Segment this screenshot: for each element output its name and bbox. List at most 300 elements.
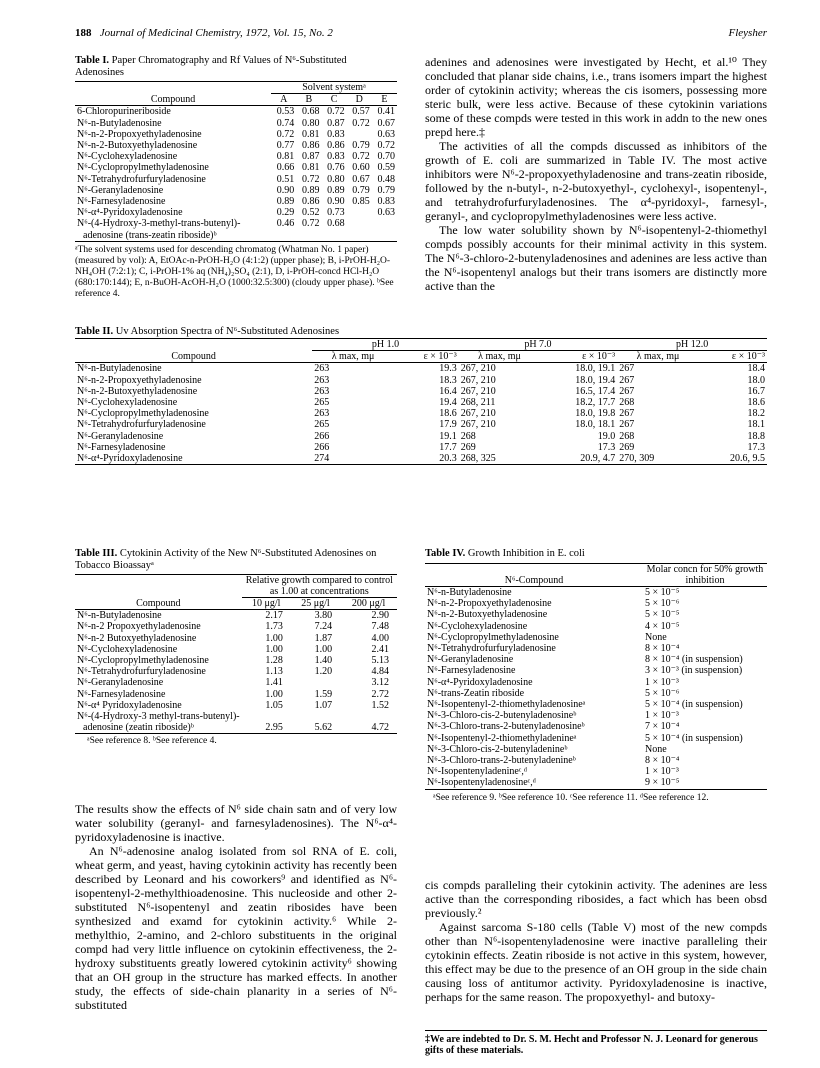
rf-value: 0.63 — [377, 128, 395, 140]
rf-value: 0.79 — [352, 184, 370, 196]
compound-name: 6-Chloropurineriboside — [77, 106, 171, 118]
compound-name: adenosine (trans-zeatin riboside)ᵇ — [83, 229, 217, 241]
compound-name: N⁶-Geranyladenosine — [77, 677, 164, 689]
rf-value: 0.60 — [352, 162, 370, 174]
rf-value: 0.79 — [352, 140, 370, 152]
compound-name: N⁶-Cyclopropylmethyladenosine — [427, 631, 559, 643]
compound-name: N⁶-n-2-Butoxyethyladenosine — [77, 385, 198, 397]
rf-value: 0.72 — [276, 128, 295, 140]
spectrum-value: 17.9 — [439, 419, 457, 431]
growth-value: 1.52 — [371, 699, 389, 711]
rf-value: 0.81 — [276, 151, 295, 163]
rf-value — [347, 230, 372, 242]
rf-value: 0.68 — [301, 106, 320, 118]
rf-value: 0.89 — [301, 184, 320, 196]
rf-value: 0.80 — [301, 117, 320, 129]
spectrum-value: 18.0 — [747, 374, 765, 386]
table-3-footnote: ᵃSee reference 8. ᵇSee reference 4. — [87, 736, 217, 747]
spectrum-value: 267 — [619, 385, 635, 397]
inhibition-value: 8 × 10⁻⁴ — [645, 643, 680, 655]
compound-name: N⁶-α⁴-Pyridoxyladenosine — [77, 453, 183, 465]
table-row — [75, 419, 767, 430]
table-4-label: Table IV. — [425, 548, 466, 559]
rf-value: 0.81 — [301, 128, 320, 140]
table-4-footnote: ᵃSee reference 9. ᵇSee reference 10. ᶜSee reference 11. ᵈSee reference 12. — [433, 792, 709, 803]
spectrum-value: 267 — [619, 374, 635, 386]
compound-name: N⁶-(4-Hydroxy-3-methyl-trans-butenyl)- — [77, 218, 241, 230]
table-2-label: Table II. — [75, 326, 114, 337]
rf-value — [347, 207, 372, 218]
spectrum-value: 267, 210 — [460, 363, 496, 375]
table-row — [75, 218, 397, 229]
growth-value: 5.62 — [314, 722, 333, 734]
spectrum-value: 18.2 — [747, 408, 765, 420]
inhibition-value: 5 × 10⁻⁶ — [645, 687, 680, 699]
compound-name: N⁶-3-Chloro-cis-2-butenyladenosineᵇ — [427, 710, 577, 722]
rf-value: 0.72 — [301, 218, 320, 230]
growth-value: 1.41 — [265, 677, 283, 689]
compound-name: N⁶-n-Butyladenosine — [77, 117, 162, 129]
table-row — [75, 162, 397, 173]
growth-value — [340, 711, 397, 722]
table-row — [75, 408, 767, 419]
spectrum-value: 265 — [314, 419, 330, 431]
spectrum-value: 274 — [314, 453, 330, 465]
compound-name: N⁶-Farnesyladenosine — [427, 665, 516, 677]
rf-value: 0.90 — [327, 196, 345, 208]
table-row — [75, 644, 397, 655]
spectrum-value: 17.3 — [747, 441, 765, 453]
spectrum-value: 270, 309 — [619, 453, 655, 465]
compound-name: N⁶-Geranyladenosine — [427, 654, 514, 666]
table-row — [75, 363, 767, 375]
inhibition-value: 8 × 10⁻⁴ (in suspension) — [645, 654, 743, 666]
table-row — [425, 710, 767, 721]
table-row — [425, 777, 767, 789]
spectrum-value: 18.0, 18.1 — [575, 419, 616, 431]
compound-name: N⁶-Tetrahydrofurfuryladenosine — [77, 666, 206, 678]
column-header: λ max, mμ — [478, 351, 521, 363]
rf-value: 0.86 — [301, 196, 320, 208]
table-row — [425, 699, 767, 710]
compound-name: N⁶-Isopentenyladenineᶜ,ᵈ — [427, 766, 527, 778]
table-row — [75, 722, 397, 734]
compound-name: N⁶-Cyclohexyladenosine — [77, 643, 178, 655]
spectrum-value: 18.1 — [747, 419, 765, 431]
table-row — [75, 207, 397, 218]
compound-name: N⁶-Isopentenyl-2-thiomethyladenosineᵃ — [427, 699, 586, 711]
spectrum-value: 268, 211 — [460, 397, 496, 409]
table-row — [425, 721, 767, 732]
compound-name: N⁶-Farnesyladenosine — [77, 441, 166, 453]
compound-name: N⁶-(4-Hydroxy-3 methyl-trans-butenyl)- — [77, 711, 240, 723]
paragraph: The results show the effects of N⁶ side chain satn and of very low water solubility (geranyl- and farnesyladenosines). The N⁶-α⁴-pyridoxyladenosine is inactive. — [75, 802, 397, 844]
table-row — [75, 151, 397, 162]
right-column-text-1 — [425, 55, 767, 293]
spectrum-value: 267, 210 — [460, 385, 496, 397]
column-header: ε × 10⁻³ — [582, 351, 616, 363]
compound-name: N⁶-n-Butyladenosine — [427, 587, 512, 598]
table-row — [425, 733, 767, 744]
table-3 — [75, 548, 397, 747]
table-2-group-ph1: pH 1.0 — [312, 339, 458, 351]
rf-value: 0.63 — [377, 207, 395, 219]
column-header: B — [305, 94, 313, 106]
growth-value — [291, 677, 340, 688]
table-row — [75, 140, 397, 151]
table-4-caption: Growth Inhibition in E. coli — [467, 548, 585, 559]
compound-name: N⁶-Farnesyladenosine — [77, 688, 166, 700]
spectrum-value: 267 — [619, 419, 635, 431]
compound-name: N⁶-trans-Zeatin riboside — [427, 687, 525, 699]
rf-value: 0.51 — [276, 173, 295, 185]
rf-value: 0.89 — [276, 196, 295, 208]
rf-value: 0.76 — [327, 162, 345, 174]
rf-value: 0.81 — [301, 162, 320, 174]
growth-value: 1.13 — [265, 666, 283, 678]
table-row — [425, 654, 767, 665]
compound-name: N⁶-n-Butyladenosine — [77, 363, 162, 375]
table-row — [425, 744, 767, 755]
compound-name: N⁶-Cyclohexyladenosine — [427, 620, 528, 632]
growth-value: 2.17 — [265, 610, 283, 622]
spectrum-value: 16.7 — [747, 385, 765, 397]
spectrum-value: 17.7 — [439, 441, 457, 453]
spectrum-value: 263 — [314, 385, 330, 397]
spectrum-value: 19.0 — [597, 430, 616, 442]
rf-value — [372, 218, 397, 229]
inhibition-value: 1 × 10⁻³ — [645, 710, 679, 722]
growth-value: 1.05 — [265, 699, 283, 711]
growth-value: 3.12 — [371, 677, 389, 689]
growth-value: 2.90 — [371, 610, 389, 622]
spectrum-value: 18.0, 19.8 — [575, 408, 616, 420]
paragraph: An N⁶-adenosine analog isolated from sol RNA of E. coli, wheat germ, and yeast, having cytokinin activity has recently been described by Leonard and his coworkers⁹ and identified as N⁶-isopentenyl-2-methylthioadenosine. This nucleoside and other 2-substituted N⁶-isopentenyl and zeatin ribosides have been synthesized and examd for cytokinin activity.⁶ While 2-methylthio, 2-amino, and 2-chloro substituents in the original compd had very little influence on cytokinin effectiveness, the 2-hydroxy substituents greatly lowered cytokinin activity⁶ showing that an OH group in the structure has marked effects. In another study, the effects of side-chain planarity in a series of N⁶-substituted — [75, 844, 397, 1012]
table-row — [75, 700, 397, 711]
spectrum-value: 267 — [619, 363, 635, 375]
table-row — [75, 397, 767, 408]
inhibition-value: 5 × 10⁻⁵ — [645, 587, 680, 598]
spectrum-value: 16.4 — [439, 385, 457, 397]
table-4-col-compound: N⁶-Compound — [504, 574, 564, 586]
rf-value: 0.57 — [352, 106, 370, 118]
paragraph: cis compds paralleling their cytokinin activity. The adenines are less active than the corresponding ribosides, a fact which has been obsd previously.² — [425, 878, 767, 920]
table-1-footnote: ᵃThe solvent systems used for descending chromatog (Whatman No. 1 paper) (measured by vol): A, EtOAc-n-PrOH-H₂O (4:1:2) (upper phase); B, i-PrOH-H₂O-NH₄OH (7:2:1); C, i-PrOH-1% aq (NH₄)₂SO₄ (2:1), D, i-PrOH-concd HCl-H₂O (680:170:144); E, n-BuOH-AcOH-H₂O (1000:32.5:300) (cloudy upper phase). ᵇSee reference 4. — [75, 244, 394, 299]
compound-name: N⁶-n-2-Propoxyethyladenosine — [77, 128, 202, 140]
growth-value: 4.00 — [371, 632, 389, 644]
compound-name: N⁶-Cyclopropylmethyladenosine — [77, 655, 209, 667]
column-header: C — [330, 94, 338, 106]
rf-value: 0.79 — [377, 184, 395, 196]
rf-value: 0.72 — [352, 117, 370, 129]
column-header: Compound — [136, 597, 181, 609]
spectrum-value: 267 — [619, 408, 635, 420]
growth-value: 7.48 — [371, 621, 389, 633]
compound-name: N⁶-3-Chloro-trans-2-butenyladenosineᵇ — [427, 721, 585, 733]
compound-name: N⁶-n-2 Propoxyethyladenosine — [77, 621, 201, 633]
rf-value: 0.77 — [276, 140, 295, 152]
table-row — [75, 711, 397, 722]
rf-value: 0.87 — [301, 151, 320, 163]
growth-value: 1.28 — [265, 655, 283, 667]
rf-value: 0.72 — [301, 173, 320, 185]
spectrum-value: 19.1 — [439, 430, 457, 442]
compound-name: adenosine (zeatin riboside)ᵇ — [83, 722, 194, 734]
compound-name: N⁶-n-2-Butoxyethyladenosine — [77, 140, 198, 152]
compound-name: N⁶-Isopentenyladenosineᶜ,ᵈ — [427, 777, 536, 789]
rf-value: 0.48 — [377, 173, 395, 185]
inhibition-value: 3 × 10⁻³ (in suspension) — [645, 665, 743, 677]
table-row — [425, 677, 767, 688]
compound-name: N⁶-Tetrahydrofurfuryladenosine — [77, 173, 206, 185]
table-row — [75, 633, 397, 644]
table-1-group-header: Solvent systemᵃ — [271, 82, 397, 94]
rf-value — [271, 230, 296, 242]
page-number: 188 — [75, 27, 92, 39]
paragraph: The activities of all the compds discussed as inhibitors of the growth of E. coli are summarized in Table IV. The most active inhibitors were N⁶-2-propoxyethyladenosine and trans-zeatin riboside, followed by the n-butyl-, n-2-butoxyethyl-, cyclohexyl-, isopentenyl-, and tetrahydrofurfuryladenosines. The α⁴-pyridoxyl-, farnesyl-, geranyl-, and cyclopropylmethyladenosines were less active. — [425, 139, 767, 223]
rf-value: 0.29 — [276, 207, 295, 219]
compound-name: N⁶-Tetrahydrofurfuryladenosine — [427, 643, 556, 655]
growth-value — [291, 711, 340, 722]
spectrum-value: 265 — [314, 397, 330, 409]
table-3-caption: Cytokinin Activity of the New N⁶-Substituted Adenosines on Tobacco Bioassayᵃ — [75, 548, 377, 571]
rf-value: 0.72 — [352, 151, 370, 163]
table-row — [75, 196, 397, 207]
growth-value: 1.40 — [314, 655, 333, 667]
table-row — [75, 431, 767, 442]
rf-value: 0.85 — [352, 196, 370, 208]
rf-value: 0.86 — [327, 140, 345, 152]
growth-value: 4.84 — [371, 666, 389, 678]
compound-name: N⁶-n-2-Propoxyethyladenosine — [77, 374, 202, 386]
table-row — [425, 643, 767, 654]
spectrum-value: 20.6, 9.5 — [730, 453, 765, 465]
growth-value: 2.72 — [371, 688, 389, 700]
table-row — [425, 755, 767, 766]
inhibition-value: None — [645, 743, 667, 755]
inhibition-value: 1 × 10⁻³ — [645, 676, 679, 688]
column-header: 25 μg/l — [301, 598, 330, 609]
growth-value: 1.00 — [314, 643, 333, 655]
compound-name: N⁶-n-2-Propoxyethyladenosine — [427, 598, 552, 610]
column-header: 10 μg/l — [252, 598, 281, 609]
growth-value: 1.00 — [265, 643, 283, 655]
compound-name: N⁶-n-Butyladenosine — [77, 610, 162, 622]
compound-name: N⁶-Geranyladenosine — [77, 184, 164, 196]
growth-value: 2.41 — [371, 643, 389, 655]
inhibition-value: 8 × 10⁻⁴ — [645, 755, 680, 767]
rf-value: 0.68 — [327, 218, 345, 230]
spectrum-value: 18.0, 19.4 — [575, 374, 616, 386]
compound-name: N⁶-α⁴ Pyridoxyladenosine — [77, 699, 182, 711]
growth-value: 1.00 — [265, 688, 283, 700]
table-1 — [75, 55, 397, 300]
table-2-grid — [75, 338, 767, 465]
growth-value: 5.13 — [371, 655, 389, 667]
spectrum-value: 268 — [460, 430, 476, 442]
table-row — [75, 442, 767, 453]
column-header: ε × 10⁻³ — [731, 351, 765, 363]
spectrum-value: 18.4 — [747, 363, 765, 375]
spectrum-value: 263 — [314, 374, 330, 386]
rf-value: 0.59 — [377, 162, 395, 174]
growth-value: 4.72 — [371, 722, 389, 734]
inhibition-value: 4 × 10⁻⁵ — [645, 620, 680, 632]
spectrum-value: 17.3 — [597, 441, 616, 453]
growth-value: 3.80 — [314, 610, 333, 622]
table-row — [425, 598, 767, 609]
column-header: D — [355, 94, 363, 106]
compound-name: N⁶-Geranyladenosine — [77, 430, 164, 442]
compound-name: N⁶-n-2-Butoxyethyladenosine — [427, 609, 548, 621]
table-3-group-header: Relative growth compared to control as 1.00 at concentrations — [242, 575, 397, 598]
spectrum-value: 267, 210 — [460, 408, 496, 420]
rf-value: 0.41 — [377, 106, 395, 118]
journal-name: Journal of Medicinal Chemistry, 1972, Vol. 15, No. 2 — [99, 27, 333, 39]
rf-value: 0.67 — [377, 117, 395, 129]
inhibition-value: 9 × 10⁻⁵ — [645, 777, 680, 789]
table-1-caption: Paper Chromatography and Rf Values of N⁶-Substituted Adenosines — [75, 55, 347, 78]
paragraph: adenines and adenosines were investigated by Hecht, et al.¹⁰ They concluded that planar side chains, i.e., trans isomers impart the highest order of cytokinin activity; whereas the cis isomers, possessing more steric bulk, were less active. Because of these cytokinin variations some of these compds were tested in this work in addn to the new ones prepd here.‡ — [425, 55, 767, 139]
compound-name: N⁶-3-Chloro-trans-2-butenyladenineᵇ — [427, 755, 576, 767]
rf-value: 0.67 — [352, 173, 370, 185]
right-column-text-2 — [425, 878, 767, 1004]
rf-value: 0.53 — [276, 106, 295, 118]
growth-value: 1.73 — [265, 621, 283, 633]
table-4 — [425, 548, 767, 804]
compound-name: N⁶-Isopentenyl-2-thiomethyladenineᵃ — [427, 732, 577, 744]
compound-name: N⁶-α⁴-Pyridoxyladenosine — [427, 676, 533, 688]
growth-value: 1.59 — [314, 688, 333, 700]
table-1-label: Table I. — [75, 55, 110, 66]
growth-value — [242, 711, 291, 722]
spectrum-value: 269 — [619, 441, 635, 453]
table-2 — [75, 326, 767, 465]
table-row — [75, 666, 397, 677]
spectrum-value: 18.8 — [747, 430, 765, 442]
column-header: ε × 10⁻³ — [423, 351, 457, 363]
table-row — [75, 453, 767, 465]
rf-value: 0.90 — [276, 184, 295, 196]
table-1-grid — [75, 81, 397, 242]
table-row — [75, 610, 397, 622]
spectrum-value: 19.4 — [439, 397, 457, 409]
table-row — [425, 609, 767, 620]
rf-value: 0.73 — [327, 207, 345, 219]
compound-name: N⁶-α⁴-Pyridoxyladenosine — [77, 207, 183, 219]
column-header: λ max, mμ — [331, 351, 375, 363]
rf-value — [296, 230, 321, 242]
column-header: E — [381, 94, 388, 106]
compound-name: N⁶-Cyclohexyladenosine — [77, 397, 178, 409]
spectrum-value: 268, 325 — [460, 453, 496, 465]
spectrum-value: 16.5, 17.4 — [575, 385, 616, 397]
column-header: A — [280, 94, 288, 106]
rf-value: 0.86 — [301, 140, 320, 152]
paragraph: The low water solubility shown by N⁶-isopentenyl-2-thiomethyl compds possibly accounts for their minimal activity in this system. The N⁶-3-chloro-2-butenyladenosines and adenines are less active than the N⁶-isopentenyl analogs but their trans isomers are distinctly more active than the — [425, 223, 767, 293]
table-row — [425, 587, 767, 599]
compound-name: N⁶-Tetrahydrofurfuryladenosine — [77, 419, 206, 431]
table-row — [75, 174, 397, 185]
table-2-caption: Uv Absorption Spectra of N⁶-Substituted Adenosines — [115, 326, 340, 337]
rf-value — [321, 230, 346, 242]
inhibition-value: 7 × 10⁻⁴ — [645, 721, 680, 733]
table-row — [75, 375, 767, 386]
table-row — [425, 766, 767, 777]
spectrum-value: 267, 210 — [460, 419, 496, 431]
table-row — [75, 655, 397, 666]
table-row — [75, 106, 397, 118]
table-2-group-ph7: pH 7.0 — [459, 339, 617, 351]
table-3-label: Table III. — [75, 548, 118, 559]
inhibition-value: 5 × 10⁻⁵ — [645, 609, 680, 621]
column-header: Compound — [171, 350, 216, 362]
spectrum-value: 269 — [460, 441, 476, 453]
spectrum-value: 19.3 — [439, 363, 457, 375]
spectrum-value: 268 — [619, 397, 635, 409]
inhibition-value: 5 × 10⁻⁴ (in suspension) — [645, 699, 743, 711]
paragraph: Against sarcoma S-180 cells (Table V) most of the new compds other than N⁶-isopentenyladenosine were inactive paralleling their cytokinin effects. Zeatin riboside is not active in this system, however, this effect may be due to the presence of an OH group in the side chain causing loss of antitumor activity. Pyridoxyladenosine is inactive, perhaps for the same reason. The propoxyethyl- and butoxy- — [425, 920, 767, 1004]
running-author: Fleysher — [728, 27, 767, 39]
rf-value: 0.89 — [327, 184, 345, 196]
compound-name: N⁶-Cyclopropylmethyladenosine — [77, 408, 209, 420]
table-row — [425, 632, 767, 643]
spectrum-value: 266 — [314, 441, 330, 453]
growth-value: 2.95 — [265, 722, 283, 734]
inhibition-value: 5 × 10⁻⁴ (in suspension) — [645, 732, 743, 744]
table-3-grid — [75, 574, 397, 734]
compound-name: N⁶-Farnesyladenosine — [77, 196, 166, 208]
acknowledgement-footnote: ‡We are indebted to Dr. S. M. Hecht and Professor N. J. Leonard for generous gifts of these materials. — [425, 1030, 767, 1056]
inhibition-value: 5 × 10⁻⁶ — [645, 598, 680, 610]
table-row — [425, 665, 767, 676]
rf-value — [347, 218, 372, 229]
rf-value — [372, 230, 397, 242]
spectrum-value: 18.6 — [747, 397, 765, 409]
spectrum-value: 20.3 — [439, 453, 457, 465]
table-row — [75, 677, 397, 688]
table-4-grid — [425, 563, 767, 790]
table-row — [75, 689, 397, 700]
table-row — [425, 688, 767, 699]
spectrum-value: 18.6 — [439, 408, 457, 420]
rf-value: 0.52 — [301, 207, 320, 219]
growth-value: 1.20 — [314, 666, 333, 678]
left-column-text-2 — [75, 802, 397, 1012]
growth-value: 7.24 — [314, 621, 333, 633]
inhibition-value: None — [645, 631, 667, 643]
rf-value: 0.83 — [327, 128, 345, 140]
growth-value: 1.07 — [314, 699, 333, 711]
running-header — [75, 27, 767, 39]
rf-value: 0.74 — [276, 117, 295, 129]
rf-value: 0.87 — [327, 117, 345, 129]
spectrum-value: 266 — [314, 430, 330, 442]
rf-value: 0.72 — [327, 106, 345, 118]
table-4-col-concn: Molar concn for 50% growth inhibition — [646, 564, 764, 586]
growth-value: 1.00 — [265, 632, 283, 644]
compound-name: N⁶-n-2 Butoxyethyladenosine — [77, 632, 197, 644]
spectrum-value: 18.0, 19.1 — [575, 363, 616, 375]
rf-value: 0.83 — [327, 151, 345, 163]
column-header: Compound — [150, 93, 196, 105]
compound-name: N⁶-Cyclohexyladenosine — [77, 151, 178, 163]
table-row — [75, 185, 397, 196]
rf-value: 0.66 — [276, 162, 295, 174]
rf-value: 0.83 — [377, 196, 395, 208]
column-header: λ max, mμ — [636, 351, 680, 363]
compound-name: N⁶-3-Chloro-cis-2-butenyladenineᵇ — [427, 743, 568, 755]
